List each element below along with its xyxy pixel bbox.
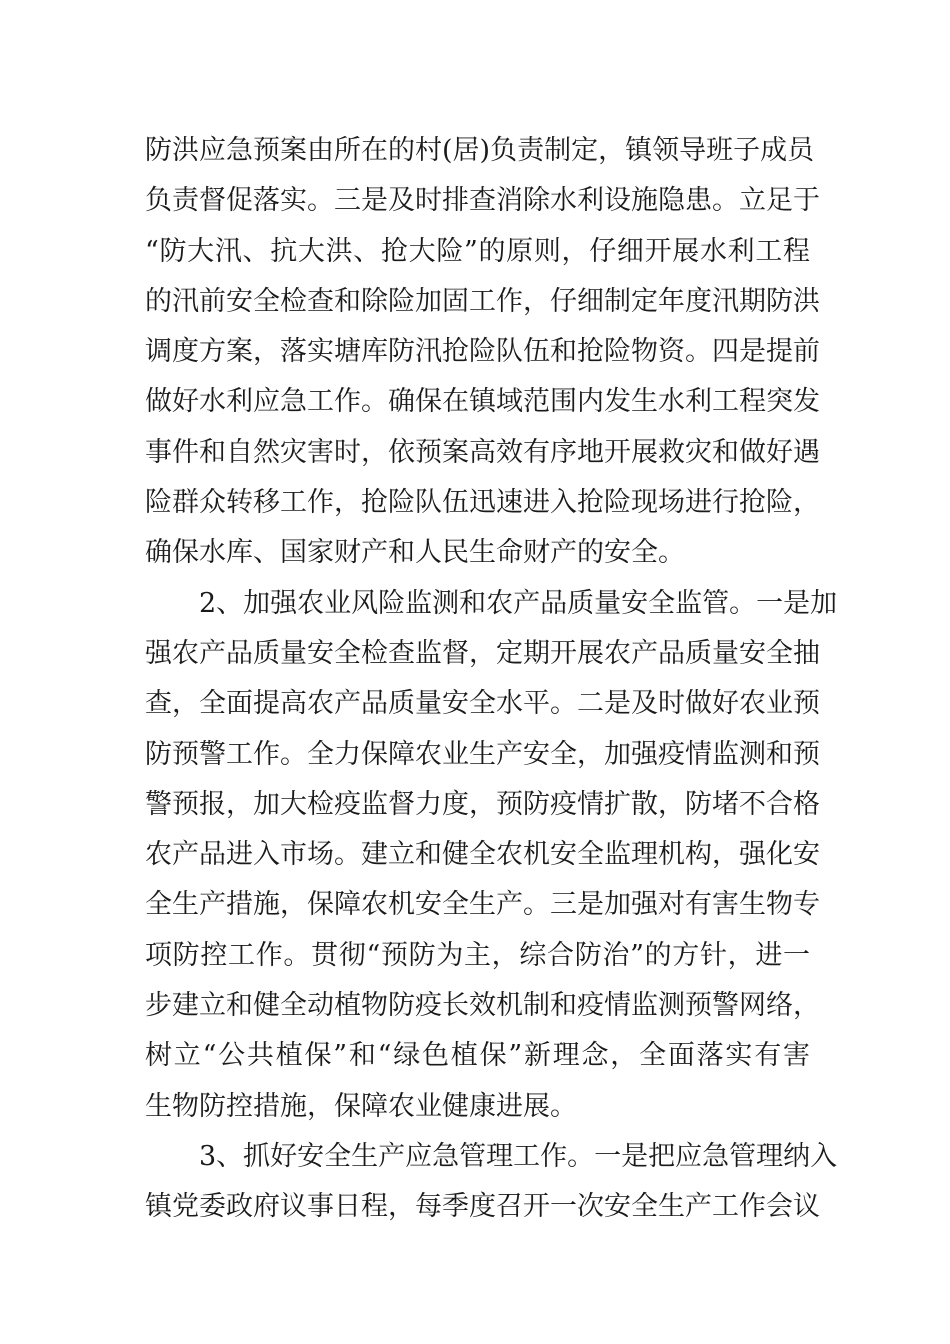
text-line: 查，全面提高农产品质量安全水平。二是及时做好农业预	[145, 688, 820, 720]
text-line: 全生产措施，保障农机安全生产。三是加强对有害生物专	[145, 889, 820, 921]
text-line: 2、加强农业风险监测和农产品质量安全监管。一是加	[199, 587, 838, 619]
text-line: 警预报，加大检疫监督力度，预防疫情扩散，防堵不合格	[145, 788, 820, 820]
text-line: “防大汛、抗大洪、抢大险”的原则，仔细开展水利工程	[145, 235, 810, 267]
text-line: 树立“公共植保”和“绿色植保”新理念，全面落实有害	[145, 1040, 810, 1072]
text-line: 项防控工作。贯彻“预防为主，综合防治”的方针，进一	[145, 939, 810, 971]
text-line: 步建立和健全动植物防疫长效机制和疫情监测预警网络，	[145, 990, 820, 1022]
text-line: 事件和自然灾害时，依预案高效有序地开展救灾和做好遇	[145, 436, 820, 468]
text-line: 防洪应急预案由所在的村(居)负责制定，镇领导班子成员	[145, 135, 815, 166]
text-line: 生物防控措施，保障农业健康进展。	[145, 1090, 577, 1122]
document-body	[145, 126, 838, 1233]
text-line: 确保水库、国家财产和人民生命财产的安全。	[145, 537, 685, 569]
text-line: 防预警工作。全力保障农业生产安全，加强疫情监测和预	[145, 738, 820, 770]
text-line: 农产品进入市场。建立和健全农机安全监理机构，强化安	[145, 839, 820, 871]
text-line: 的汛前安全检查和除险加固工作，仔细制定年度汛期防洪	[145, 285, 820, 317]
text-line: 做好水利应急工作。确保在镇域范围内发生水利工程突发	[145, 386, 820, 418]
text-line: 负责督促落实。三是及时排查消除水利设施隐患。立足于	[145, 185, 820, 217]
text-line: 3、抓好安全生产应急管理工作。一是把应急管理纳入	[199, 1140, 838, 1172]
text-line: 调度方案，落实塘库防汛抢险队伍和抢险物资。四是提前	[145, 336, 820, 368]
text-line: 险群众转移工作，抢险队伍迅速进入抢险现场进行抢险，	[145, 487, 820, 519]
text-line: 镇党委政府议事日程，每季度召开一次安全生产工作会议	[145, 1191, 820, 1223]
text-line: 强农产品质量安全检查监督，定期开展农产品质量安全抽	[145, 637, 820, 669]
